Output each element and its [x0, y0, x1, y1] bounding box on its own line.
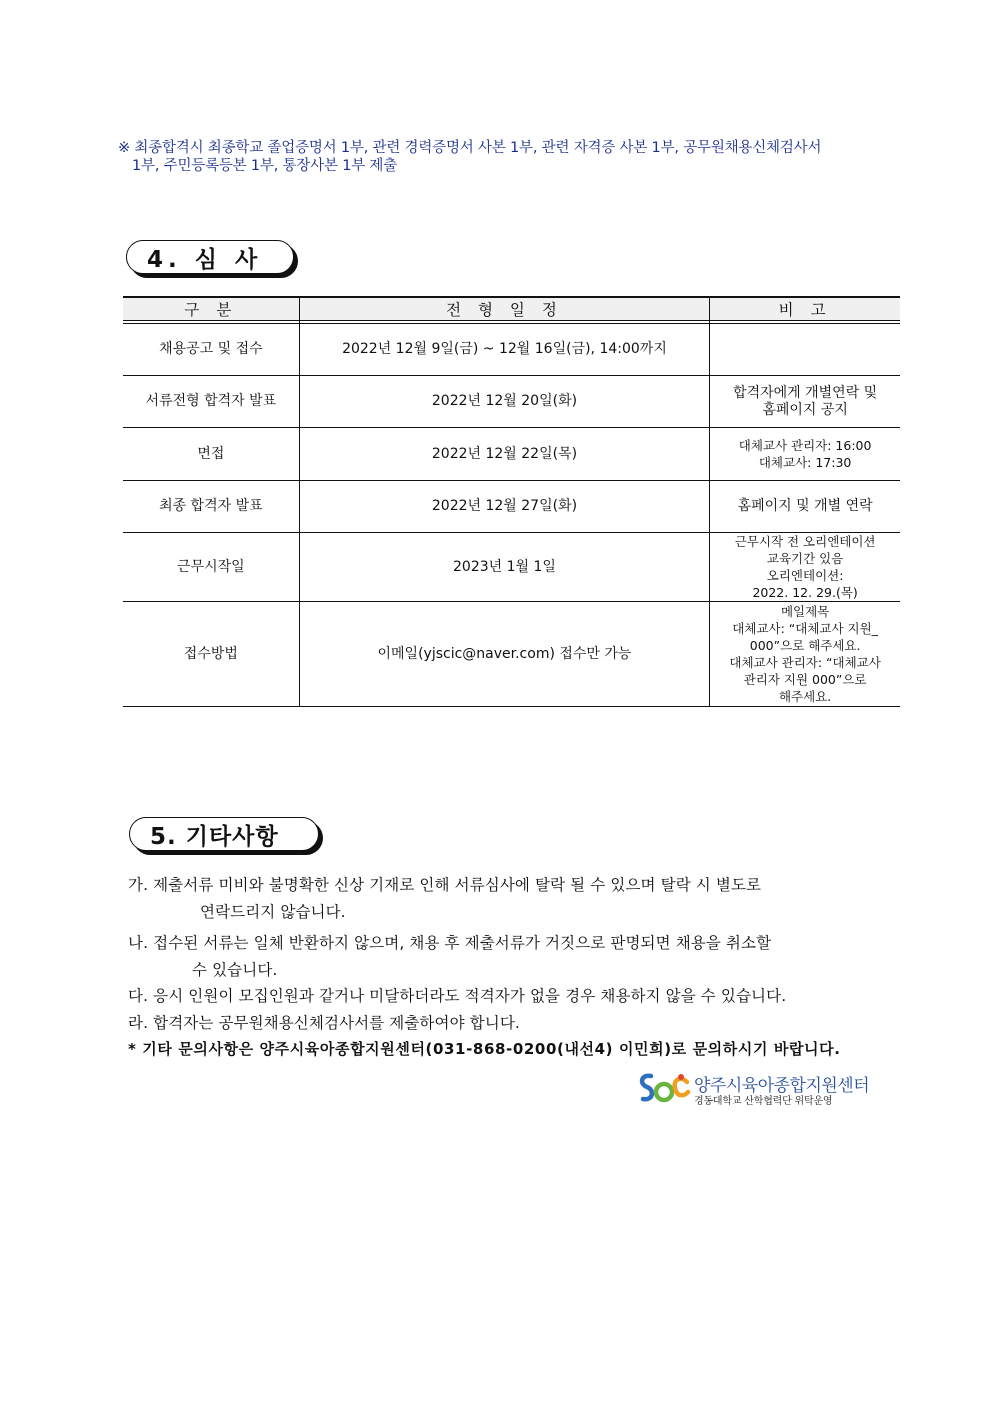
row-category: 채용공고 및 접수 — [123, 324, 299, 376]
note-line-1: ※ 최종합격시 최종학교 졸업증명서 1부, 관련 경력증명서 사본 1부, 관련 자격증 사본 1부, 공무원채용신체검사서 — [118, 140, 822, 156]
row-category: 최종 합격자 발표 — [123, 481, 299, 533]
remark-na-line-1: 나. 접수된 서류는 일체 반환하지 않으며, 채용 후 제출서류가 거짓으로 판명되면 채용을 취소할 — [128, 934, 772, 952]
row-remark — [710, 376, 900, 428]
table-row — [123, 376, 900, 428]
remark-line: 합격자에게 개별연락 및 — [733, 384, 878, 401]
header-category: 구 분 — [123, 297, 299, 321]
screening-schedule-table — [123, 296, 900, 707]
header-schedule: 전 형 일 정 — [299, 297, 710, 321]
table-row — [123, 602, 900, 707]
row-category: 접수방법 — [123, 602, 299, 707]
row-schedule: 2022년 12월 22일(목) — [299, 428, 710, 481]
remark-line: 교육기간 있음 — [766, 551, 844, 566]
remark-ga-line-1: 가. 제출서류 미비와 불명확한 신상 기재로 인해 서류심사에 탈락 될 수 있으며 탈락 시 별도로 — [128, 876, 762, 894]
remark-ra: 라. 합격자는 공무원채용신체검사서를 제출하여야 합니다. — [128, 1014, 520, 1032]
center-logo-icon — [637, 1070, 691, 1106]
section-4-title: 4. 심 사 — [126, 240, 294, 274]
row-remark — [710, 533, 900, 602]
remark-ga-line-2: 연락드리지 않습니다. — [200, 903, 346, 921]
contact-info: * 기타 문의사항은 양주시육아종합지원센터(031-868-0200(내선4) 이민희)로 문의하시기 바랍니다. — [128, 1040, 841, 1058]
remark-line: 대체교사: 17:30 — [758, 455, 852, 470]
row-category: 서류전형 합격자 발표 — [123, 376, 299, 428]
row-schedule: 2022년 12월 20일(화) — [299, 376, 710, 428]
required-documents-note — [118, 139, 888, 175]
row-remark — [710, 602, 900, 707]
remark-da: 다. 응시 인원이 모집인원과 같거나 미달하더라도 적격자가 없을 경우 채용하지 않을 수 있습니다. — [128, 987, 787, 1005]
center-name: 양주시육아종합지원센터 — [694, 1076, 870, 1096]
remark-na — [128, 930, 878, 984]
table-row — [123, 533, 900, 602]
center-operator: 경동대학교 산학협력단 위탁운영 — [694, 1096, 833, 1107]
table-row — [123, 324, 900, 376]
remark-line: 홈페이지 및 개별 연락 — [737, 498, 873, 514]
row-schedule: 이메일(yjscic@naver.com) 접수만 가능 — [299, 602, 710, 707]
row-remark — [710, 428, 900, 481]
row-schedule: 2022년 12월 9일(금) ~ 12월 16일(금), 14:00까지 — [299, 324, 710, 376]
remark-line: 대체교사 관리자: “대체교사 — [729, 655, 881, 670]
table-row — [123, 481, 900, 533]
note-line-2: 1부, 주민등록등본 1부, 통장사본 1부 제출 — [132, 158, 398, 174]
table-row — [123, 428, 900, 481]
row-category: 근무시작일 — [123, 533, 299, 602]
remark-na-line-2: 수 있습니다. — [192, 961, 278, 979]
header-remark: 비 고 — [710, 297, 900, 321]
row-schedule: 2023년 1월 1일 — [299, 533, 710, 602]
center-logo — [637, 1070, 877, 1110]
remark-line: 대체교사 관리자: 16:00 — [738, 438, 872, 453]
row-category: 면접 — [123, 428, 299, 481]
remark-line: 근무시작 전 오리엔테이션 — [734, 534, 876, 549]
remark-line: 2022. 12. 29.(목) — [752, 585, 858, 600]
remark-line: 홈페이지 공지 — [762, 401, 848, 418]
remark-line: 000”으로 해주세요. — [749, 638, 861, 653]
remark-line: 메일제목 — [780, 604, 830, 619]
remark-line: 해주세요. — [778, 689, 832, 704]
remark-line: 관리자 지원 000”으로 — [743, 672, 867, 687]
section-5-title: 5. 기타사항 — [129, 817, 319, 851]
row-remark — [710, 324, 900, 376]
remark-line: 대체교사: “대체교사 지원_ — [732, 621, 878, 636]
remark-line: 오리엔테이션: — [766, 568, 844, 583]
table-header-row — [123, 297, 900, 321]
remark-ga — [128, 872, 878, 926]
row-remark — [710, 481, 900, 533]
row-schedule: 2022년 12월 27일(화) — [299, 481, 710, 533]
